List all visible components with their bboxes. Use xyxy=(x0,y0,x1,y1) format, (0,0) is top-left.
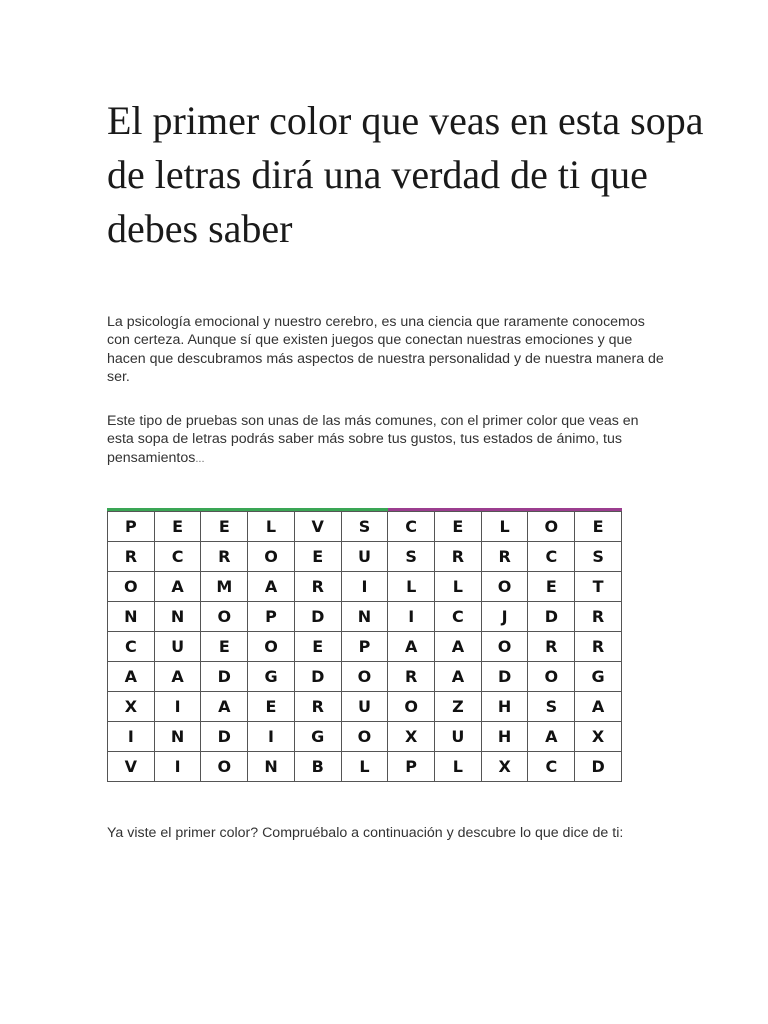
grid-cell: T xyxy=(575,572,622,602)
grid-cell: O xyxy=(481,632,528,662)
grid-cell: L xyxy=(435,572,482,602)
grid-cell: A xyxy=(435,662,482,692)
grid-cell: O xyxy=(528,512,575,542)
grid-cell: R xyxy=(575,632,622,662)
grid-cell: B xyxy=(294,752,341,782)
grid-cell: V xyxy=(294,512,341,542)
grid-cell: H xyxy=(481,692,528,722)
grid-cell: L xyxy=(435,752,482,782)
grid-cell: O xyxy=(108,572,155,602)
grid-cell: R xyxy=(294,692,341,722)
article-title: El primer color que veas en esta sopa de letras dirá una verdad de ti que debes saber xyxy=(107,98,704,251)
grid-cell: N xyxy=(108,602,155,632)
grid-row xyxy=(108,662,622,692)
grid-cell: U xyxy=(435,722,482,752)
grid-cell: R xyxy=(481,542,528,572)
grid-cell: R xyxy=(201,542,248,572)
grid-cell: D xyxy=(294,602,341,632)
grid-cell: X xyxy=(108,692,155,722)
grid-cell: E xyxy=(294,542,341,572)
grid-cell: D xyxy=(528,602,575,632)
grid-cell: N xyxy=(154,722,201,752)
grid-cell: X xyxy=(481,752,528,782)
grid-row xyxy=(108,512,622,542)
grid-cell: P xyxy=(388,752,435,782)
grid-cell: A xyxy=(248,572,295,602)
grid-cell: E xyxy=(528,572,575,602)
grid-cell: P xyxy=(341,632,388,662)
grid-cell: I xyxy=(154,752,201,782)
grid-cell: C xyxy=(154,542,201,572)
grid-cell: A xyxy=(108,662,155,692)
grid-cell: I xyxy=(108,722,155,752)
grid-cell: S xyxy=(388,542,435,572)
grid-cell: R xyxy=(528,632,575,662)
word-search-grid xyxy=(107,511,622,782)
grid-cell: C xyxy=(108,632,155,662)
grid-cell: G xyxy=(575,662,622,692)
grid-cell: O xyxy=(528,662,575,692)
paragraph-ellipsis: ... xyxy=(195,452,205,465)
grid-cell: E xyxy=(154,512,201,542)
grid-cell: D xyxy=(294,662,341,692)
grid-cell: S xyxy=(528,692,575,722)
grid-cell: O xyxy=(388,692,435,722)
grid-cell: O xyxy=(201,602,248,632)
grid-cell: O xyxy=(201,752,248,782)
grid-cell: R xyxy=(435,542,482,572)
grid-cell: E xyxy=(294,632,341,662)
grid-cell: D xyxy=(481,662,528,692)
grid-cell: S xyxy=(341,512,388,542)
grid-cell: R xyxy=(108,542,155,572)
grid-cell: A xyxy=(528,722,575,752)
grid-cell: R xyxy=(294,572,341,602)
grid-cell: A xyxy=(201,692,248,722)
grid-cell: I xyxy=(341,572,388,602)
grid-cell: E xyxy=(248,692,295,722)
grid-cell: C xyxy=(528,542,575,572)
grid-cell: O xyxy=(341,662,388,692)
grid-row xyxy=(108,602,622,632)
grid-cell: D xyxy=(201,662,248,692)
grid-cell: I xyxy=(154,692,201,722)
grid-cell: N xyxy=(154,602,201,632)
grid-cell: D xyxy=(575,752,622,782)
grid-cell: I xyxy=(248,722,295,752)
article-paragraph-intro: La psicología emocional y nuestro cerebro, es una ciencia que raramente conocemos con certeza. Aunque sí que existen juegos que conectan nuestras emociones y que hacen que descubramos más aspectos de nuestra personalidad y de nuestra manera de ser. xyxy=(107,314,664,385)
grid-cell: G xyxy=(294,722,341,752)
grid-cell: H xyxy=(481,722,528,752)
grid-cell: L xyxy=(388,572,435,602)
grid-row xyxy=(108,632,622,662)
grid-cell: Z xyxy=(435,692,482,722)
grid-row xyxy=(108,542,622,572)
grid-row xyxy=(108,572,622,602)
grid-cell: A xyxy=(154,662,201,692)
grid-row xyxy=(108,752,622,782)
grid-cell: O xyxy=(248,632,295,662)
grid-cell: O xyxy=(248,542,295,572)
grid-cell: X xyxy=(575,722,622,752)
grid-cell: D xyxy=(201,722,248,752)
grid-cell: E xyxy=(575,512,622,542)
grid-cell: A xyxy=(435,632,482,662)
grid-cell: U xyxy=(154,632,201,662)
article-paragraph-description xyxy=(107,412,667,468)
grid-row xyxy=(108,722,622,752)
grid-cell: E xyxy=(201,512,248,542)
grid-cell: J xyxy=(481,602,528,632)
grid-cell: E xyxy=(201,632,248,662)
grid-cell: C xyxy=(388,512,435,542)
grid-cell: R xyxy=(388,662,435,692)
grid-cell: G xyxy=(248,662,295,692)
grid-cell: X xyxy=(388,722,435,752)
grid-cell: M xyxy=(201,572,248,602)
grid-cell: A xyxy=(154,572,201,602)
grid-cell: U xyxy=(341,542,388,572)
grid-cell: R xyxy=(575,602,622,632)
grid-cell: A xyxy=(575,692,622,722)
grid-cell: A xyxy=(388,632,435,662)
grid-cell: V xyxy=(108,752,155,782)
paragraph-text: Este tipo de pruebas son unas de las más comunes, con el primer color que veas en esta sopa de letras podrás saber más sobre tus gustos, tus estados de ánimo, tus pensamientos xyxy=(107,413,639,466)
article-paragraph-question: Ya viste el primer color? Compruébalo a continuación y descubre lo que dice de ti: xyxy=(107,825,624,841)
grid-row xyxy=(108,692,622,722)
grid-cell: N xyxy=(248,752,295,782)
grid-cell: O xyxy=(341,722,388,752)
grid-cell: C xyxy=(435,602,482,632)
grid-cell: I xyxy=(388,602,435,632)
grid-cell: E xyxy=(435,512,482,542)
grid-cell: C xyxy=(528,752,575,782)
grid-cell: L xyxy=(481,512,528,542)
grid-cell: N xyxy=(341,602,388,632)
grid-cell: O xyxy=(481,572,528,602)
grid-cell: L xyxy=(248,512,295,542)
grid-cell: U xyxy=(341,692,388,722)
grid-cell: P xyxy=(108,512,155,542)
grid-cell: S xyxy=(575,542,622,572)
grid-cell: P xyxy=(248,602,295,632)
word-search-puzzle xyxy=(107,508,622,782)
grid-cell: L xyxy=(341,752,388,782)
